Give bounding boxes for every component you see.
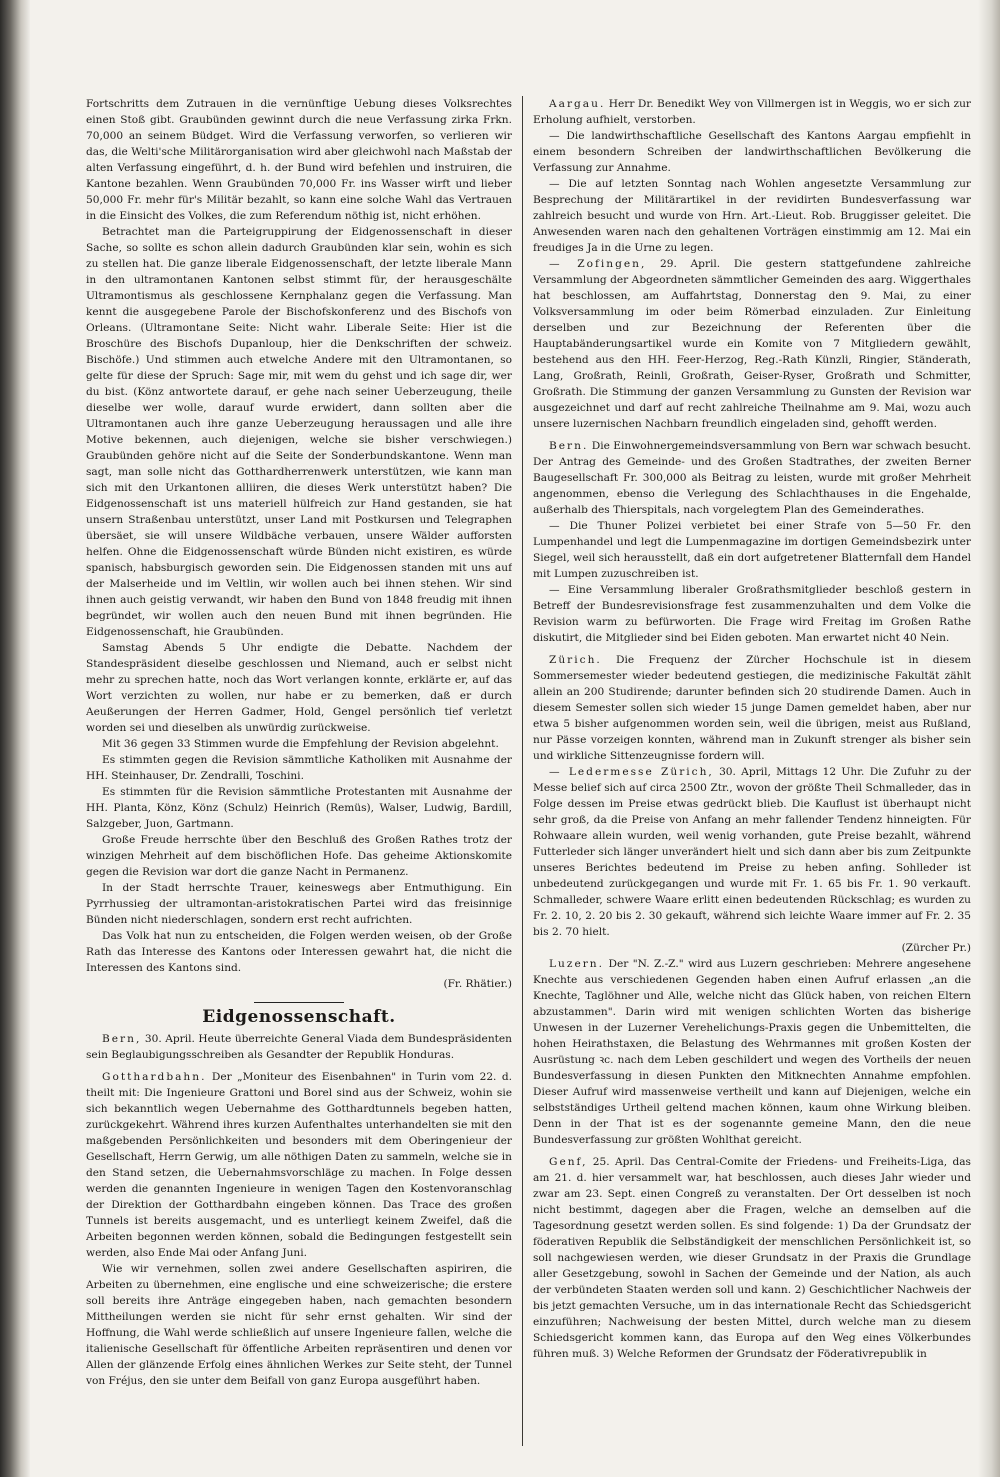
right-column bbox=[533, 96, 971, 1441]
section-heading: Eidgenossenschaft. bbox=[202, 1007, 396, 1027]
news-text: 29. April. Die gestern stattgefundene zahlreiche Versammlung der Abgeordneten sämmtlicher Gemeinden des aarg. Wiggerthales hat beschlossen, am Auffahrtstag, Donnerstag den 9. Mai, zu einer Volksversammlung im oder beim Römerbad einzuladen. Zur Einleitung derselben und zur Bezeichnung der Referenten über die Hauptabänderungsartikel wurde ein Komite von 7 Mitgliedern gewählt, bestehend aus den HH. Feer-Herzog, Reg.-Rath Künzli, Ringier, Ständerath, Lang, Großrath, Reinli, Großrath, Geiser-Ryser, Großrath und Schmitter, Großrath. Die Stimmung der ganzen Versammlung zu Gunsten der Revision war ausgezeichnet und darf auf recht zahlreiche Theilnahme am 9. Mai, wozu auch unsere luzernischen Nachbarn freundlich eingeladen sind, gehofft werden. bbox=[533, 258, 971, 430]
paragraph: Betrachtet man die Parteigruppirung der Eidgenossenschaft in dieser Sache, so sollte es schon allein dadurch Graubünden klar sein, wohin es sich zu stellen hat. Die ganze liberale Eidgenossenschaft, der letzte liberale Mann in den ultramontanen Kantonen selbst stimmt für, der herausgeschälte Ultramontismus als geschlossene Kernphalanz gegen die Verfassung. Man kennt die ausgegebene Parole der Bischofskonferenz und des Bischofs von Orleans. (Ultramontane Seite: Nicht wahr. Liberale Seite: Hier ist die Broschüre des Bischofs Dupanloup, hier die Denkschriften der schweiz. Bischöfe.) Und stimmen auch etwelche Andere mit den Ultramontanen, so gelte für diese der Spruch: Sage mir, mit wem du gehst und ich sage dir, wer du bist. (Könz antwortete darauf, er gehe nach seiner Ueberzeugung, theile dieselbe wer wolle, darauf wurde erwidert, dann sollten aber die Ultramontanen auch ihre ganze Ueberzeugung heraussagen und alle ihre Motive bekennen, auch diejenigen, welche sie bisher verschwiegen.) Graubünden gehöre nicht auf die Seite der Sonderbundskantone. Wenn man sagt, man solle nicht das Gotthardherrenwerk unterstützen, wie kann man sich mit den Urkantonen alliiren, die dieses Werk unterstützt haben? Die Eidgenossenschaft ist uns materiell hülfreich zur Hand gestanden, sie hat unsern Straßenbau unterstützt, unser Land mit Postkursen und Telegraphen übersäet, sie will unsere Wildbäche verbauen, unsere Wälder aufforsten helfen. Ohne die Eidgenossenschaft würde Bünden nicht existiren, es würde spanisch, habsburgisch geworden sein. Die Eidgenossen standen mit uns auf der Malserheide und im Veltlin, wir wollen auch bei ihnen stehen. Wir sind ihnen auch geistig verwandt, wir haben den Bund von 1848 freudig mit ihnen begründet, wir wollen auch den neuen Bund mit ihnen begründen. Hie Eidgenossenschaft, hie Graubünden. bbox=[86, 226, 512, 638]
page-edge bbox=[978, 0, 1000, 1477]
news-item bbox=[533, 96, 971, 128]
paragraph: Es stimmten für die Revision sämmtliche Protestanten mit Ausnahme der HH. Planta, Könz, Könz (Schulz) Heinrich (Remüs), Walser, Ludwig, Bardill, Salzgeber, Juon, Gartmann. bbox=[86, 786, 512, 830]
news-item bbox=[533, 256, 971, 432]
news-item bbox=[533, 652, 971, 764]
place-name: Zürich. bbox=[549, 654, 602, 666]
paragraph: — Die landwirthschaftliche Gesellschaft des Kantons Aargau empfiehlt in einem besondern Schreiben der landwirthschaftlichen Bevölkerung die Verfassung zur Annahme. bbox=[533, 130, 971, 174]
news-item bbox=[533, 764, 971, 940]
news-text: 25. April. Das Central-Comite der Friedens- und Freiheits-Liga, das am 21. d. hier versammelt war, hat beschlossen, auch dieses Jahr wieder und zwar am 23. Sept. einen Congreß zu veranstalten. Der Ort desselben ist noch nicht bestimmt, dagegen aber die Fragen, welche an demselben auf die Tagesordnung gesetzt werden sollen. Es sind folgende: 1) Da der Grundsatz der föderativen Republik die Selbständigkeit der menschlichen Persönlichkeit ist, so soll nachgewiesen werden, wie dieser Grundsatz in der Praxis die Grundlage aller Gesetzgebung, sowohl in Sachen der Gemeinde und der Nation, als auch der verbündeten Staaten werden soll und kann. 2) Geschichtlicher Nachweis der bis jetzt gemachten Versuche, um in das internationale Recht das Schiedsgericht einzuführen; Nachweisung der besten Mittel, durch welche man zu diesem Schiedsgericht kommen kann, das Europa auf den Weg eines Völkerbundes führen muß. 3) Welche Reformen der Grundsatz der Föderativrepublik in bbox=[533, 1156, 971, 1360]
news-text: Herr Dr. Benedikt Wey von Villmergen ist in Weggis, wo er sich zur Erholung aufhielt, verstorben. bbox=[533, 98, 971, 126]
place-name: Genf, bbox=[549, 1156, 588, 1168]
source-attribution: (Fr. Rhätier.) bbox=[443, 978, 512, 990]
news-text: Die Einwohnergemeindsversammlung von Bern war schwach besucht. Der Antrag des Gemeinde- und des Großen Stadtrathes, der zweiten Berner Baugesellschaft Fr. 300,000 als Beitrag zu leisten, wurde mit großer Mehrheit angenommen, ebenso die Verlegung des Schlachthauses in die Engehalde, außerhalb des Thierspitals, nach vorgelegtem Plan des Gemeinderathes. bbox=[533, 440, 971, 516]
page-binding bbox=[0, 0, 30, 1477]
place-name: Aargau. bbox=[549, 98, 606, 110]
news-text: Der „Moniteur des Eisenbahnen" in Turin vom 22. d. theilt mit: Die Ingenieure Grattoni und Borel sind aus der Schweiz, wohin sie sich bekanntlich wegen Uebernahme des Gotthardtunnels begeben hatten, zurückgekehrt. Während ihres kurzen Aufenthaltes unterhandelten sie mit den maßgebenden Persönlichkeiten und besonders mit dem Oberingenieur der Gesellschaft, Herrn Gerwig, um alle nöthigen Daten zu sammeln, welche sie in den Stand setzen, die Uebernahmsvorschläge zu machen. In Folge dessen werden die genannten Ingenieure in wenigen Tagen den Kostenvoranschlag der Direktion der Gotthardbahn eingeben können. Das Trace des großen Tunnels ist bereits ausgemacht, und es unterliegt keinem Zweifel, daß die Arbeiten begonnen werden können, sobald die Bedingungen festgestellt sein werden, also Ende Mai oder Anfang Juni. bbox=[86, 1071, 512, 1259]
paragraph: — Die Thuner Polizei verbietet bei einer Strafe von 5—50 Fr. den Lumpenhandel und legt die Lumpenmagazine im dortigen Gemeindsbezirk unter Siegel, weil sich herausstellt, daß ein dort aufgetretener Blatternfall dem Handel mit Lumpen zuzuschreiben ist. bbox=[533, 520, 971, 580]
place-name: Bern. bbox=[549, 440, 589, 452]
place-name: — Ledermesse Zürich, bbox=[549, 766, 714, 778]
paragraph: Das Volk hat nun zu entscheiden, die Folgen werden weisen, ob der Große Rath das Interesse des Kantons oder Interessen gewahrt hat, die nicht die Interessen des Kantons sind. bbox=[86, 930, 512, 974]
place-name: — Zofingen, bbox=[549, 258, 647, 270]
news-item bbox=[533, 956, 971, 1148]
paragraph: Große Freude herrschte über den Beschluß des Großen Rathes trotz der winzigen Mehrheit auf dem bischöflichen Hofe. Das geheime Aktionskomite gegen die Revision war dort die ganze Nacht in Permanenz. bbox=[86, 834, 512, 878]
column-divider bbox=[522, 96, 523, 1446]
left-column bbox=[86, 96, 512, 1441]
news-item bbox=[533, 438, 971, 518]
news-text: 30. April, Mittags 12 Uhr. Die Zufuhr zu der Messe belief sich auf circa 2500 Ztr., wovon der größte Theil Schmalleder, das in Folge dessen im Preise etwas gedrückt blieb. Die Kauflust ist überhaupt nicht sehr groß, da die Preise von Anfang an mehr fallender Tendenz hinneigten. Für Rohwaare allein wurden, weil wenig vorhanden, gute Preise bezahlt, während Futterleder sich länger unverändert hielt und sich dann aber bis zum Zeitpunkte unseres Berichtes bedeutend im Preise zu heben anfing. Sohlleder ist unbedeutend zurückgegangen und wurde mit Fr. 1. 65 bis Fr. 1. 90 verkauft. Schmalleder, schwere Waare erlitt einen bedeutenden Rückschlag; es wurden zu Fr. 2. 10, 2. 20 bis 2. 30 gekauft, während sich leichte Waare immer auf Fr. 2. 35 bis 2. 70 hielt. bbox=[533, 766, 971, 938]
paragraph: — Die auf letzten Sonntag nach Wohlen angesetzte Versammlung zur Besprechung der Militärartikel in der revidirten Bundesverfassung war zahlreich besucht und wurde von Hrn. Art.-Lieut. Rob. Bruggisser geleitet. Die Anwesenden waren nach den gehaltenen Vorträgen einstimmig am 12. Mai ein freudiges Ja in die Urne zu legen. bbox=[533, 178, 971, 254]
paragraph: Wie wir vernehmen, sollen zwei andere Gesellschaften aspiriren, die Arbeiten zu übernehmen, eine englische und eine schweizerische; die erstere soll bereits ihre Anträge eingegeben haben, nach gemachten besondern Mittheilungen werden sie nicht für sehr ernst gehalten. Wir sind der Hoffnung, die Wahl werde schließlich auf unsere Ingenieure fallen, welche die italienische Gesellschaft für öffentliche Arbeiten repräsentiren und denen vor Allen der glänzende Erfolg eines ähnlichen Werkes zur Seite steht, der Tunnel von Fréjus, den sie unter dem Beifall von ganz Europa ausgeführt haben. bbox=[86, 1263, 512, 1387]
news-item bbox=[533, 1154, 971, 1362]
news-item bbox=[86, 1031, 512, 1063]
source-attribution: (Zürcher Pr.) bbox=[901, 942, 971, 954]
place-name: Gotthardbahn. bbox=[102, 1071, 207, 1083]
news-text: Der "N. Z.-Z." wird aus Luzern geschrieben: Mehrere angesehene Knechte aus verschiedenen Gegenden haben einen Aufruf erlassen „an die Knechte, Taglöhner und Alle, welche nicht das Glück haben, von reichen Eltern abzustammen". Darin wird mit wenigen schlichten Worten das bisherige Unwesen in der Luzerner Verehelichungs-Praxis gegen die Unbemittelten, die hohen Heirathstaxen, die Belastung des Wehrmannes mit großen Kosten der Ausrüstung ꝛc. nach dem Leben geschildert und wegen des Vortheils der neuen Bundesverfassung in diesen Punkten den Mitknechten Annahme empfohlen. Dieser Aufruf wird massenweise vertheilt und kann auf Diejenigen, welche ein selbstständiges Urtheil geltend machen können, kaum ohne Wirkung bleiben. Denn in der That ist es der sogenannte gemeine Mann, den die neue Bundesverfassung zur größten Wohlthat gereicht. bbox=[533, 958, 971, 1146]
paragraph: In der Stadt herrschte Trauer, keineswegs aber Entmuthigung. Ein Pyrrhussieg der ultramontan-aristokratischen Partei wird das freisinnige Bünden nicht niederschlagen, sondern erst recht aufrichten. bbox=[86, 882, 512, 926]
paragraph: Fortschritts dem Zutrauen in die vernünftige Uebung dieses Volksrechtes einen Stoß gibt. Graubünden gewinnt durch die neue Verfassung zirka Frkn. 70,000 an seinem Büdget. Wird die Verfassung verworfen, so verlieren wir das, die Welti'sche Militärorganisation wird aber gleichwohl nach Maßstab der alten Verfassung eingeführt, d. h. der Bund wird befehlen und instruiren, die Kantone bezahlen. Wenn Graubünden 70,000 Fr. ins Wasser wirft und lieber 50,000 Fr. mehr für's Militär bezahlt, so kann eine solche Wahl das Vertrauen in die Einsicht des Volkes, die zum Referendum nöthig ist, nicht erhöhen. bbox=[86, 98, 512, 222]
paragraph: Samstag Abends 5 Uhr endigte die Debatte. Nachdem der Standespräsident dieselbe geschlossen und Niemand, auch er selbst nicht mehr zu sprechen hatte, noch das Wort verlangen konnte, erklärte er, auf das Wort verzichten zu wollen, nur habe er zu bemerken, daß er durch Aeußerungen der Herren Gadmer, Hold, Gengel persönlich tief verletzt worden sei und dieselben als unwürdig zurückweise. bbox=[86, 642, 512, 734]
news-text: Die Frequenz der Zürcher Hochschule ist in diesem Sommersemester wieder bedeutend gestiegen, die medizinische Fakultät zählt allein an 200 Studirende; darunter befinden sich 20 studirende Damen. Auch in diesem Semester sollen sich wieder 15 junge Damen gemeldet haben, aber nur etwa 5 bisher aufgenommen worden sein, weil die übrigen, meist aus Rußland, nur Pässe vorzeigen konnten, während man in Zukunft strenger als bisher sein und wirkliche Sittenzeugnisse fordern will. bbox=[533, 654, 971, 762]
section-divider bbox=[254, 1002, 344, 1003]
news-item bbox=[86, 1069, 512, 1261]
place-name: Bern, bbox=[102, 1033, 142, 1045]
news-text: 30. April. Heute überreichte General Viada dem Bundespräsidenten sein Beglaubigungsschreiben als Gesandter der Republik Honduras. bbox=[86, 1033, 512, 1061]
paragraph: — Eine Versammlung liberaler Großrathsmitglieder beschloß gestern in Betreff der Bundesrevisionsfrage fest zusammenzuhalten und dem Volke die Revision warm zu befürworten. Die Frage wird Freitag im Großen Rathe diskutirt, die Mitglieder sind bei Eiden geboten. Man erwartet nicht 40 Nein. bbox=[533, 584, 971, 644]
paragraph: Mit 36 gegen 33 Stimmen wurde die Empfehlung der Revision abgelehnt. bbox=[102, 738, 499, 750]
paragraph: Es stimmten gegen die Revision sämmtliche Katholiken mit Ausnahme der HH. Steinhauser, Dr. Zendralli, Toschini. bbox=[86, 754, 512, 782]
place-name: Luzern. bbox=[549, 958, 604, 970]
